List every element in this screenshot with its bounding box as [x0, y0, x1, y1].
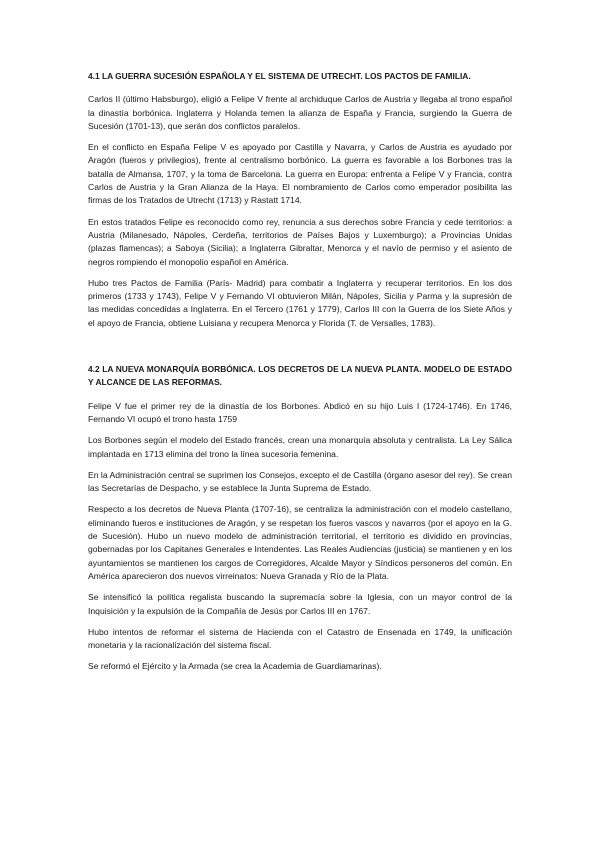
paragraph: Hubo intentos de reformar el sistema de Hacienda con el Catastro de Ensenada en 1749, la unificación monetaria y la racionalización del sistema fiscal. — [88, 626, 512, 651]
paragraph: En el conflicto en España Felipe V es apoyado por Castilla y Navarra, y Carlos de Austria es ayudado por Aragón (fueros y privilegios), frente al centralismo borbónico. La guerra es favorable a los Borbones tras la batalla de Almansa, 1707, y la toma de Barcelona. La guerra en Europa: enfrenta a Felipe V y Francia, contra Carlos de Austria y la Gran Alianza de la Haya. El nombramiento de Carlos como emperador posibilita las firmas de los Tratados de Utrecht (1713) y Rastatt 1714. — [88, 142, 512, 206]
paragraph: Respecto a los decretos de Nueva Planta (1707-16), se centraliza la administración con el modelo castellano, eliminando fueros e instituciones de Aragón, y se respetan los fueros vascos y navarros (por el apoyo en la G. de Sucesión). Hubo un nuevo modelo de administración territorial, el territorio es dividido en provincias, gobernadas por los Capitanes Generales e Intendentes. Las Reales Audiencias (justicia) se mantienen y en los ayuntamientos se mantienen los cargos de Corregidores, Alcalde Mayor y Síndicos personeros del común. En América aparecieron dos nuevos virreinatos: Nueva Granada y Río de la Plata. — [88, 504, 512, 581]
paragraph: Hubo tres Pactos de Familia (París- Madrid) para combatir a Inglaterra y recuperar territorios. En los dos primeros (1733 y 1743), Felipe V y Fernando VI obtuvieron Milán, Nápoles, Sicilia y Parma y la supresión de las medidas concedidas a Inglaterra. En el Tercero (1761 y 1779), Carlos III con la Guerra de los Siete Años y el apoyo de Francia, obtiene Luisiana y recupera Menorca y Florida (T. de Versalles, 1783). — [88, 277, 512, 328]
paragraph: En la Administración central se suprimen los Consejos, excepto el de Castilla (órgano asesor del rey). Se crean las Secretarías de Despacho, y se establece la Junta Suprema de Estado. — [88, 469, 512, 494]
paragraph: Felipe V fue el primer rey de la dinastía de los Borbones. Abdicó en su hijo Luis I (1724-1746). En 1746, Fernando VI ocupó el trono hasta 1759 — [88, 400, 512, 424]
paragraph: Se reformó el Ejército y la Armada (se crea la Academia de Guardiamarinas). — [88, 661, 382, 672]
section-nueva-monarquia — [88, 363, 512, 674]
section-heading: 4.2 LA NUEVA MONARQUÍA BORBÓNICA. LOS DECRETOS DE LA NUEVA PLANTA. MODELO DE ESTADO Y ALCANCE DE LAS REFORMAS. — [88, 364, 512, 388]
paragraph: Carlos II (último Habsburgo), eligió a Felipe V frente al archiduque Carlos de Austria y llegaba al trono español la dinastía borbónica. Inglaterra y Holanda temen la alianza de España y Francia, surgiendo la Guerra de Sucesión (1701-13), que serán dos conflictos paralelos. — [88, 94, 512, 131]
section-utrecht — [88, 70, 512, 330]
paragraph: En estos tratados Felipe es reconocido como rey, renuncia a sus derechos sobre Francia y cede territorios: a Austria (Milanesado, Nápoles, Cerdeña, territorios de Países Bajos y Luxemburgo); a Provincias Unidas (plazas flamencas); a Saboya (Sicilia); a Inglaterra Gibraltar, Menorca y el navío de permiso y el asiento de negros rompiendo el monopolio español en América. — [88, 216, 512, 267]
paragraph: Los Borbones según el modelo del Estado francés, crean una monarquía absoluta y centralista. La Ley Sálica implantada en 1713 elimina del trono la línea sucesoria femenina. — [88, 435, 512, 459]
paragraph: Se intensificó la política regalista buscando la supremacía sobre la Iglesia, con un mayor control de la Inquisición y la expulsión de la Compañía de Jesús por Carlos III en 1767. — [88, 592, 512, 616]
section-heading: 4.1 LA GUERRA SUCESIÓN ESPAÑOLA Y EL SISTEMA DE UTRECHT. LOS PACTOS DE FAMILIA. — [88, 71, 471, 81]
document-page — [88, 70, 512, 682]
